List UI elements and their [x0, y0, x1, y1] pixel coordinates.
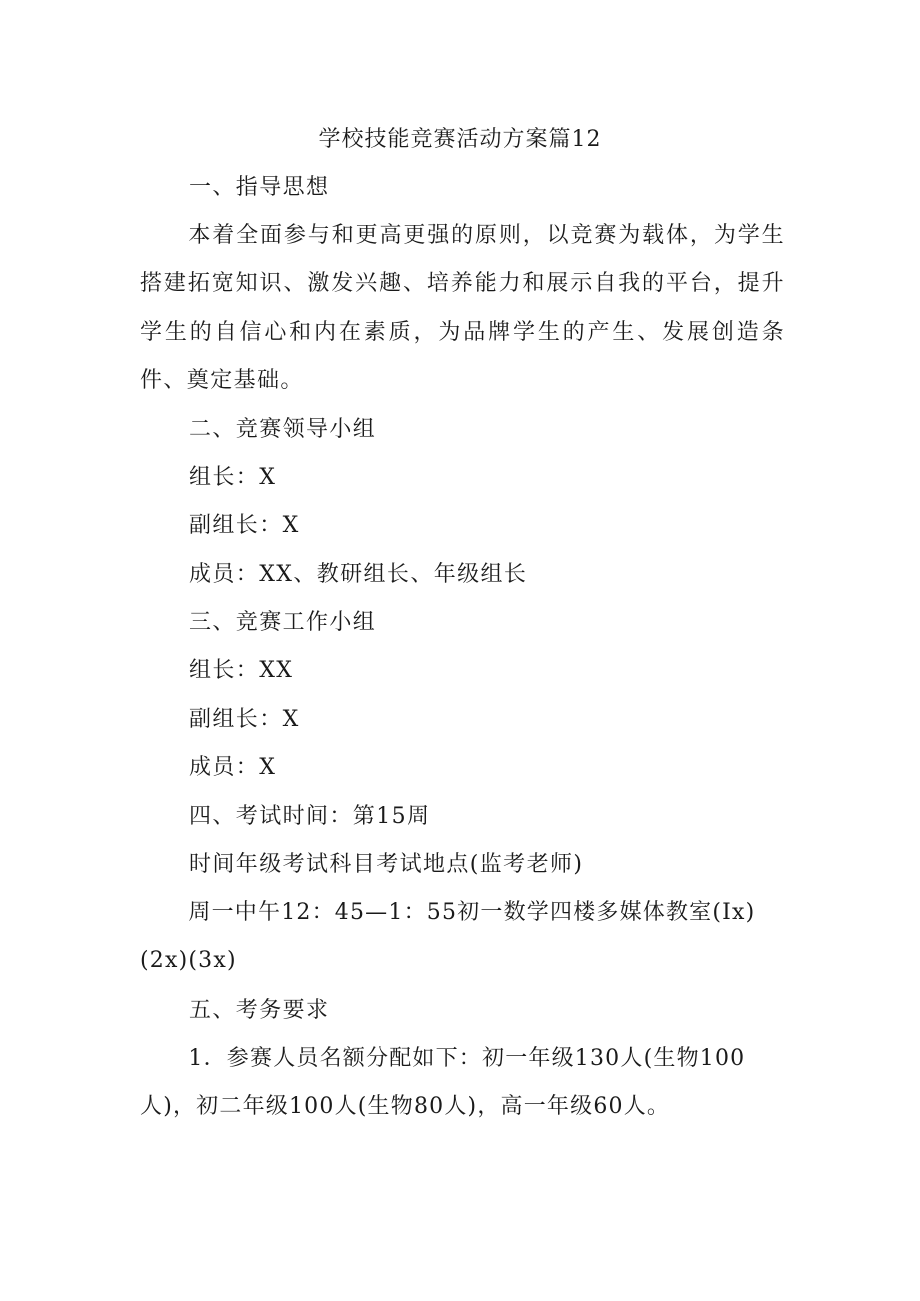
section-2-members: 成员：XX、教研组长、年级组长 — [189, 562, 528, 587]
section-5-heading: 五、考务要求 — [189, 998, 330, 1023]
section-2-heading: 二、竞赛领导小组 — [189, 417, 377, 442]
schedule-row: 周一中午12：45—1：55初一数学四楼多媒体教室(Ix)(2x)(3x) — [140, 900, 756, 974]
schedule-columns: 时间年级考试科目考试地点(监考老师) — [189, 852, 584, 877]
page-title: 学校技能竞赛活动方案篇12 — [318, 127, 602, 152]
section-1-heading: 一、指导思想 — [189, 175, 330, 200]
section-2-vice-leader: 副组长：X — [189, 513, 300, 538]
section-2-leader: 组长：X — [189, 465, 277, 490]
section-3-leader: 组长：XX — [189, 658, 294, 683]
section-3-heading: 三、竞赛工作小组 — [189, 610, 377, 635]
section-3-members: 成员：X — [189, 755, 277, 780]
section-5-item-1: 1．参赛人员名额分配如下：初一年级130人(生物100人)，初二年级100人(生物80人)，高一年级60人。 — [140, 1046, 746, 1120]
section-1-body: 本着全面参与和更高更强的原则，以竞赛为载体，为学生搭建拓宽知识、激发兴趣、培养能力和展示自我的平台，提升学生的自信心和内在素质，为品牌学生的产生、发展创造条件、奠定基础。 — [140, 223, 785, 394]
section-3-vice-leader: 副组长：X — [189, 707, 300, 732]
section-4-heading: 四、考试时间：第15周 — [189, 804, 431, 829]
